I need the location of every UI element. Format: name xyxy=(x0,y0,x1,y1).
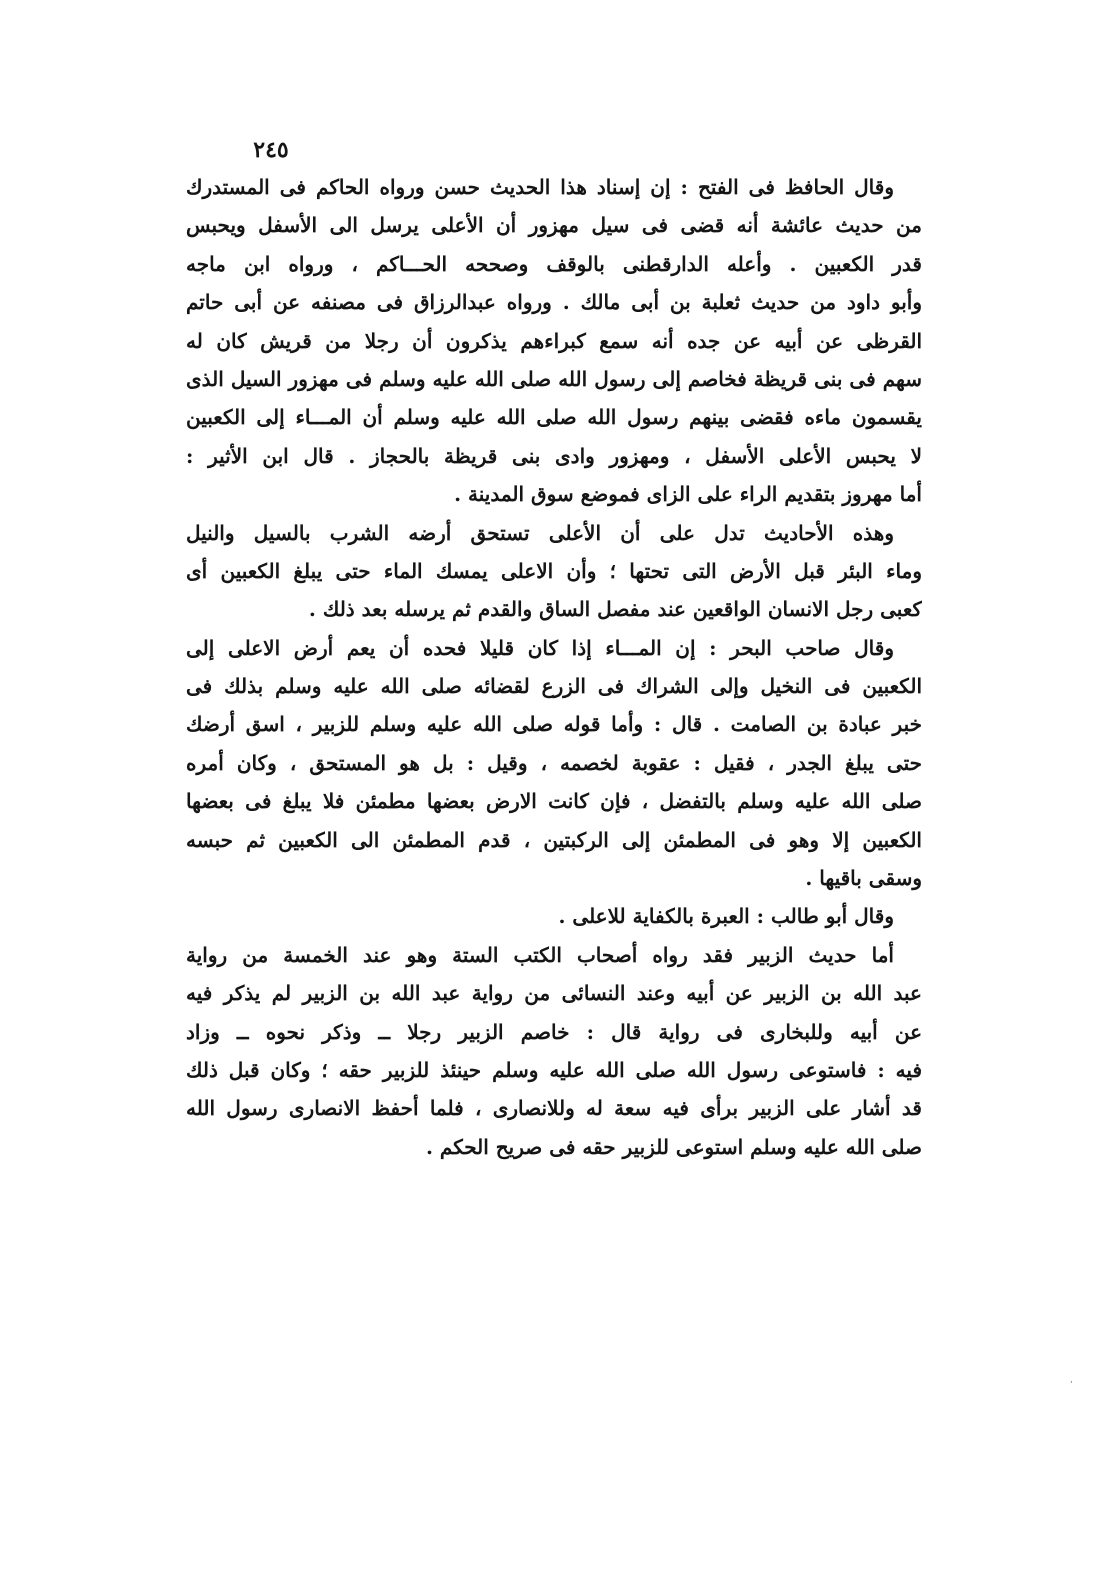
text-line: قدر الكعبين . وأعله الدارقطنى بالوقف وصححه الحـــاكم ، ورواه ابن ماجه xyxy=(186,251,922,276)
text-line: وقال صاحب البحر : إن المـــاء إذا كان قليلا فحده أن يعم أرض الاعلى إلى xyxy=(186,635,894,660)
paragraph xyxy=(186,897,922,935)
body-text xyxy=(186,168,922,1166)
text-line: عبد الله بن الزبير عن أبيه وعند النسائى من رواية عبد الله بن الزبير لم يذكر فيه xyxy=(186,981,922,1006)
text-line: وقال أبو طالب : العبرة بالكفاية للاعلى . xyxy=(558,904,894,929)
text-line: حتى يبلغ الجدر ، فقيل : عقوبة لخصمه ، وقيل : بل هو المستحق ، وكان أمره xyxy=(186,750,922,775)
text-line: الكعبين إلا وهو فى المطمئن إلى الركبتين ، قدم المطمئن الى الكعبين ثم حبسه xyxy=(186,827,922,852)
text-line: وسقى باقيها . xyxy=(805,866,922,891)
text-line: يقسمون ماءه فقضى بينهم رسول الله صلى الله عليه وسلم أن المـــاء إلى الكعبين xyxy=(186,405,922,430)
text-line: لا يحبس الأعلى الأسفل ، ومهزور وادى بنى قريظة بالحجاز . قال ابن الأثير : xyxy=(186,443,922,468)
text-line: وهذه الأحاديث تدل على أن الأعلى تستحق أرضه الشرب بالسيل والنيل xyxy=(186,520,894,545)
paragraph xyxy=(186,936,922,1166)
text-line: خبر عبادة بن الصامت . قال : وأما قوله صلى الله عليه وسلم للزبير ، اسق أرضك xyxy=(186,712,922,737)
paragraph xyxy=(186,168,922,514)
text-line: الكعبين فى النخيل وإلى الشراك فى الزرع لقضائه صلى الله عليه وسلم بذلك فى xyxy=(186,674,922,699)
paragraph xyxy=(186,514,922,629)
text-line: من حديث عائشة أنه قضى فى سيل مهزور أن الأعلى يرسل الى الأسفل ويحبس xyxy=(186,213,922,238)
text-line: كعبى رجل الانسان الواقعين عند مفصل الساق والقدم ثم يرسله بعد ذلك . xyxy=(308,597,922,622)
text-line: وأبو داود من حديث ثعلبة بن أبى مالك . ورواه عبدالرزاق فى مصنفه عن أبى حاتم xyxy=(186,290,922,315)
text-line: وماء البئر قبل الأرض التى تحتها ؛ وأن الاعلى يمسك الماء حتى يبلغ الكعبين أى xyxy=(186,558,922,583)
scan-speck: · xyxy=(1070,1378,1073,1388)
text-line: القرظى عن أبيه عن جده أنه سمع كبراءهم يذكرون أن رجلا من قريش كان له xyxy=(186,328,922,353)
paragraph xyxy=(186,629,922,898)
text-line: فيه : فاستوعى رسول الله صلى الله عليه وسلم حينئذ للزبير حقه ؛ وكان قبل ذلك xyxy=(186,1057,922,1082)
text-line: سهم فى بنى قريظة فخاصم إلى رسول الله صلى الله عليه وسلم فى مهزور السيل الذى xyxy=(186,366,922,391)
text-line: وقال الحافظ فى الفتح : إن إسناد هذا الحديث حسن ورواه الحاكم فى المستدرك xyxy=(186,175,894,199)
text-line: أما مهروز بتقديم الراء على الزاى فموضع سوق المدينة . xyxy=(454,482,922,507)
text-line: صلى الله عليه وسلم بالتفضل ، فإن كانت الارض بعضها مطمئن فلا يبلغ فى بعضها xyxy=(186,789,922,814)
text-line: قد أشار على الزبير برأى فيه سعة له وللانصارى ، فلما أحفظ الانصارى رسول الله xyxy=(186,1096,922,1121)
text-line: عن أبيه وللبخارى فى رواية قال : خاصم الزبير رجلا ــ وذكر نحوه ــ وزاد xyxy=(186,1019,922,1044)
text-line: أما حديث الزبير فقد رواه أصحاب الكتب الستة وهو عند الخمسة من رواية xyxy=(186,942,894,967)
text-line: صلى الله عليه وسلم استوعى للزبير حقه فى صريح الحكم . xyxy=(425,1134,922,1159)
page-number: ٢٤٥ xyxy=(253,137,289,163)
